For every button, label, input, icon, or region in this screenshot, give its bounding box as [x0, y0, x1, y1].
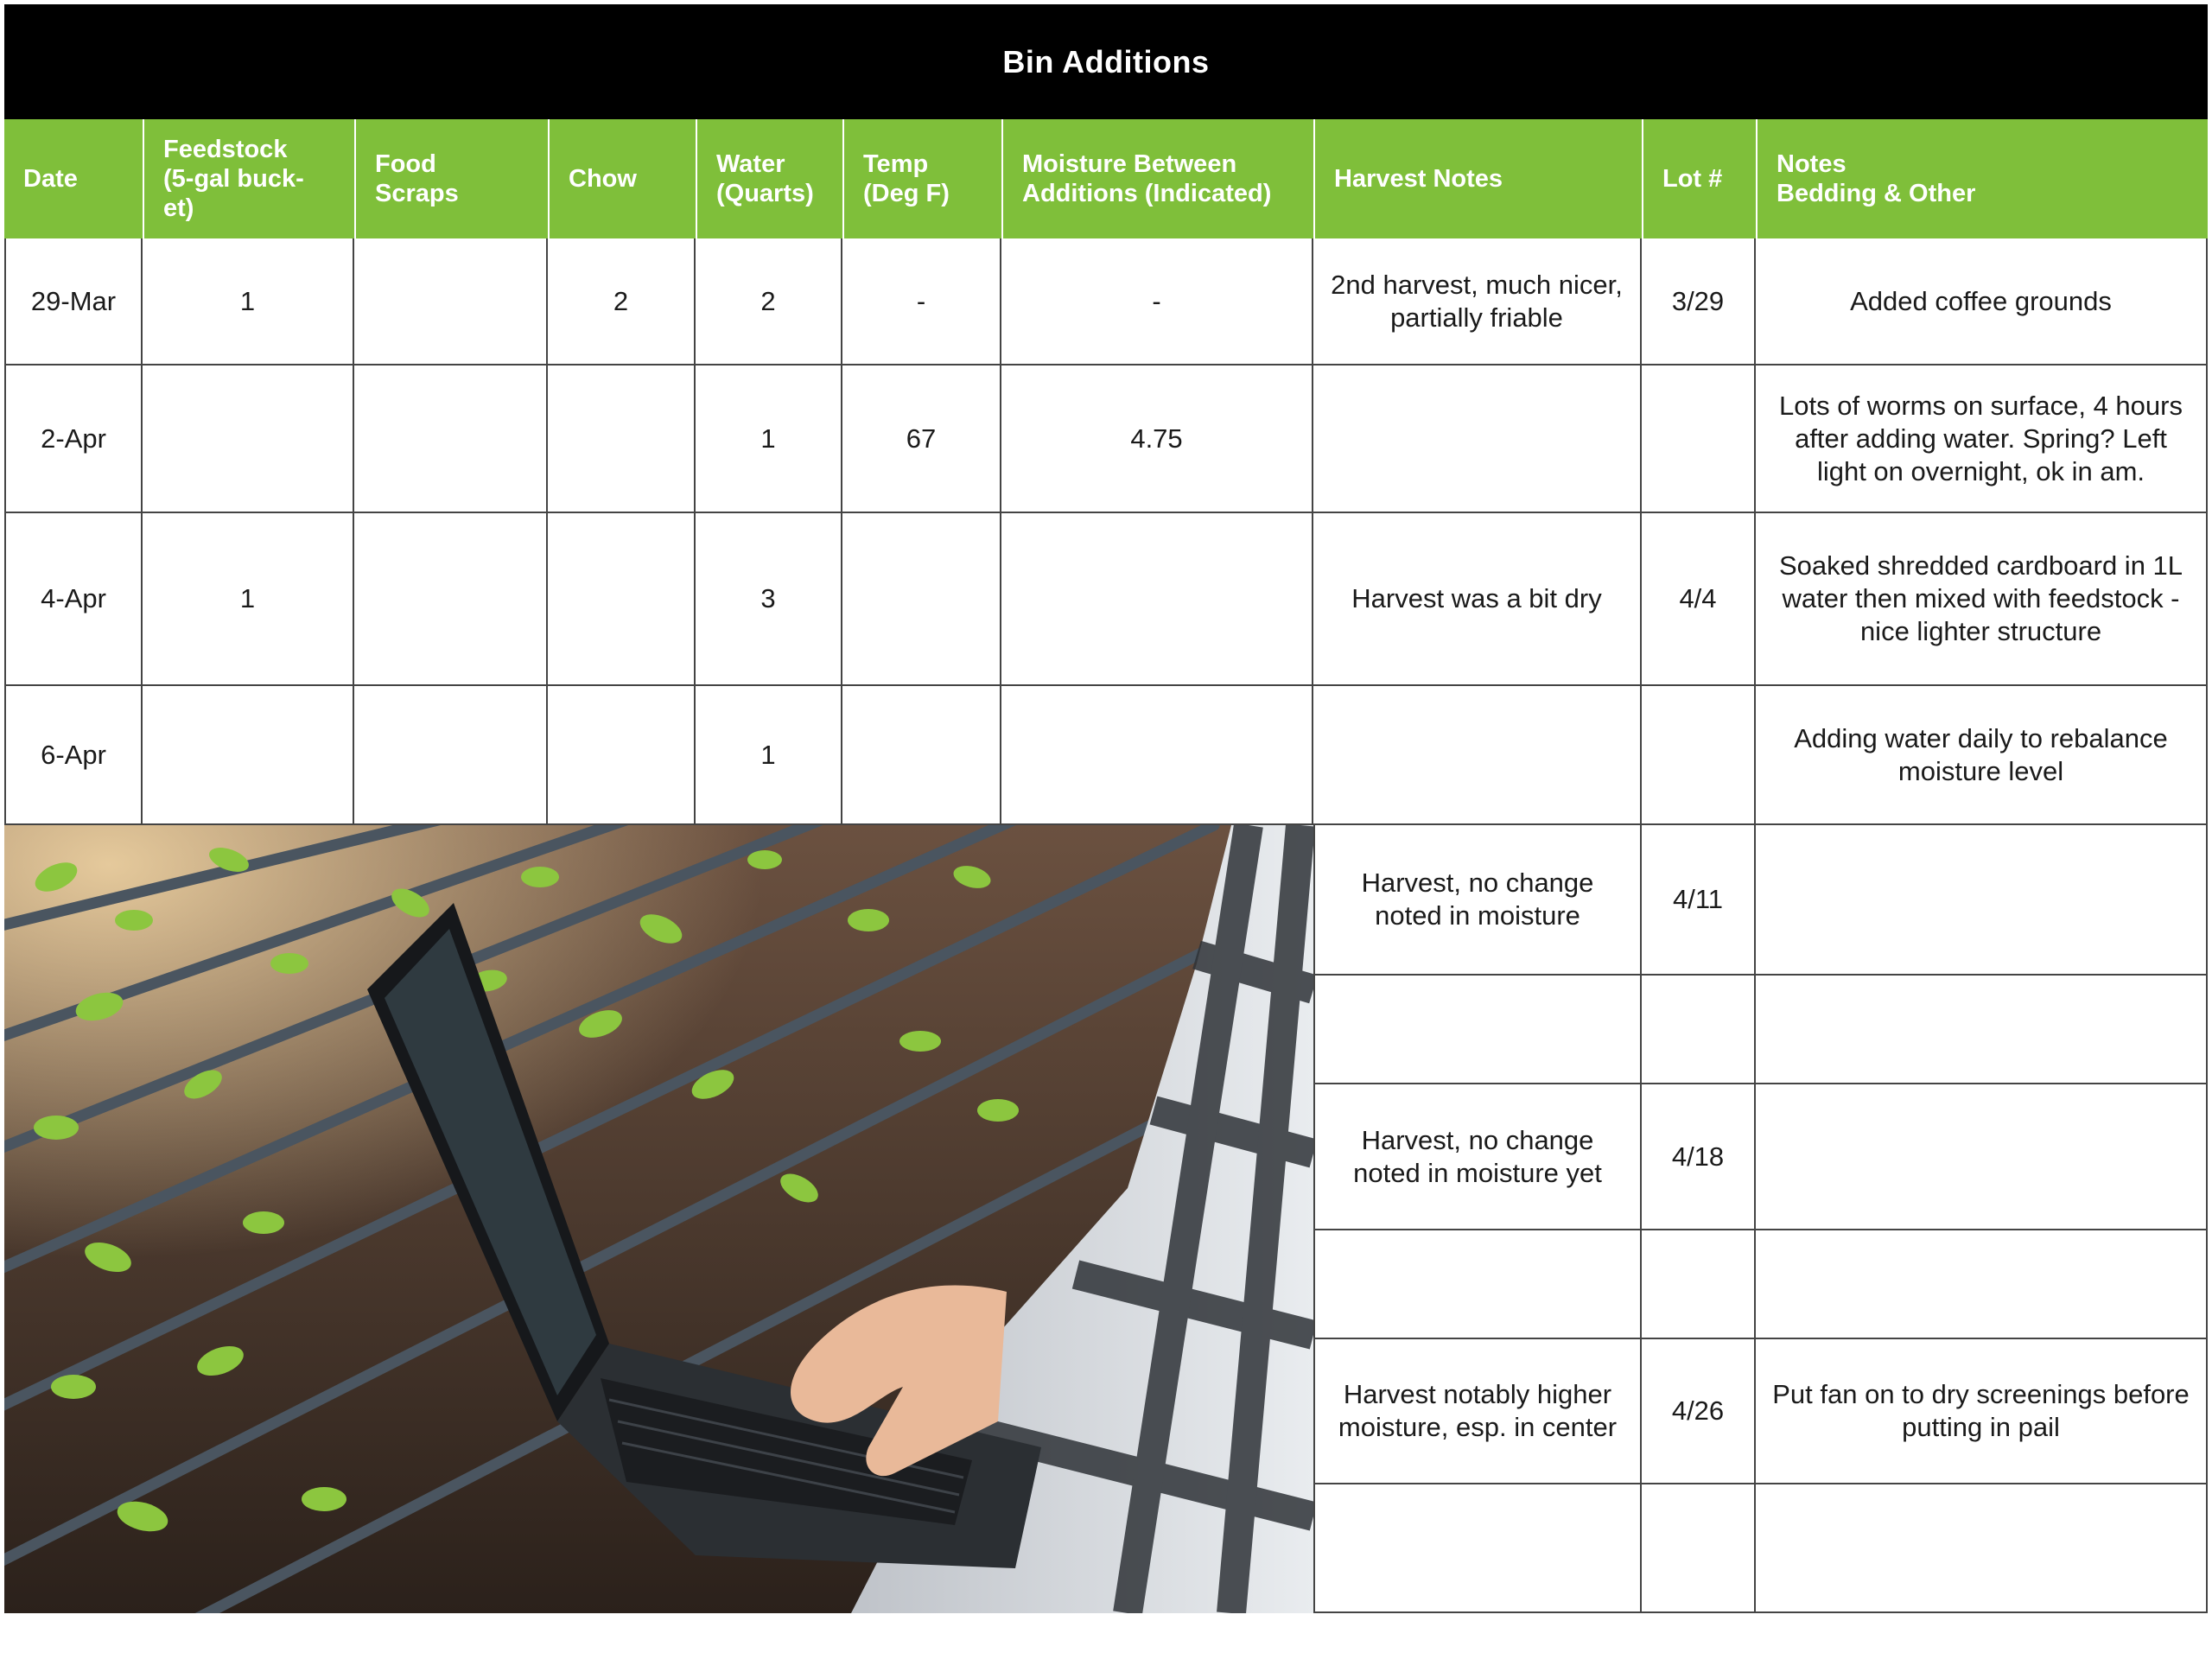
cell-chow — [548, 513, 696, 686]
greenhouse-laptop-photo — [4, 825, 1313, 1613]
cell-notes: Lots of worms on surface, 4 hours after adding water. Spring? Left light on overnight, ok in am. — [1756, 365, 2208, 513]
cell-notes: Put fan on to dry screenings before putting in pail — [1756, 1339, 2208, 1484]
cell-harvest-notes: Harvest was a bit dry — [1313, 513, 1642, 686]
header-food-scraps: Food Scraps — [354, 119, 548, 238]
cell-water: 1 — [696, 686, 842, 825]
cell-date: 6-Apr — [4, 686, 143, 825]
cell-notes — [1756, 1484, 2208, 1613]
cell-harvest-notes — [1313, 1230, 1642, 1339]
cell-feedstock — [143, 365, 354, 513]
cell-feedstock — [143, 686, 354, 825]
cell-food-scraps — [354, 365, 548, 513]
cell-lot: 4/4 — [1642, 513, 1756, 686]
cell-moisture: 4.75 — [1001, 365, 1313, 513]
cell-harvest-notes — [1313, 365, 1642, 513]
cell-lot: 4/11 — [1642, 825, 1756, 976]
cell-harvest-notes — [1313, 686, 1642, 825]
cell-moisture — [1001, 513, 1313, 686]
cell-lot — [1642, 686, 1756, 825]
header-moisture: Moisture Between Additions (Indicated) — [1001, 119, 1313, 238]
cell-notes: Soaked shredded cardboard in 1L water then mixed with feedstock - nice lighter structure — [1756, 513, 2208, 686]
cell-water: 2 — [696, 238, 842, 365]
cell-date: 4-Apr — [4, 513, 143, 686]
cell-date: 2-Apr — [4, 365, 143, 513]
cell-moisture — [1001, 686, 1313, 825]
cell-chow — [548, 686, 696, 825]
cell-notes: Adding water daily to rebalance moisture level — [1756, 686, 2208, 825]
cell-lot — [1642, 976, 1756, 1084]
cell-food-scraps — [354, 686, 548, 825]
cell-lot: 3/29 — [1642, 238, 1756, 365]
header-feedstock: Feedstock (5-gal buck- et) — [143, 119, 354, 238]
cell-temp: - — [842, 238, 1001, 365]
header-chow: Chow — [548, 119, 696, 238]
cell-water: 3 — [696, 513, 842, 686]
header-harvest-notes: Harvest Notes — [1313, 119, 1642, 238]
cell-chow — [548, 365, 696, 513]
cell-lot — [1642, 1230, 1756, 1339]
cell-harvest-notes: Harvest, no change noted in moisture yet — [1313, 1084, 1642, 1230]
cell-lot — [1642, 365, 1756, 513]
header-notes: Notes Bedding & Other — [1756, 119, 2208, 238]
cell-food-scraps — [354, 513, 548, 686]
cell-lot: 4/26 — [1642, 1339, 1756, 1484]
header-temp: Temp (Deg F) — [842, 119, 1001, 238]
cell-temp — [842, 513, 1001, 686]
cell-temp: 67 — [842, 365, 1001, 513]
cell-lot: 4/18 — [1642, 1084, 1756, 1230]
header-water: Water (Quarts) — [696, 119, 842, 238]
table-header-row — [4, 119, 2208, 238]
cell-feedstock: 1 — [143, 238, 354, 365]
cell-harvest-notes: 2nd harvest, much nicer, partially friable — [1313, 238, 1642, 365]
cell-temp — [842, 686, 1001, 825]
table-title: Bin Additions — [4, 4, 2208, 119]
cell-lot — [1642, 1484, 1756, 1613]
cell-notes — [1756, 825, 2208, 976]
cell-harvest-notes: Harvest notably higher moisture, esp. in center — [1313, 1339, 1642, 1484]
cell-notes: Added coffee grounds — [1756, 238, 2208, 365]
cell-harvest-notes — [1313, 976, 1642, 1084]
cell-notes — [1756, 1230, 2208, 1339]
cell-date: 29-Mar — [4, 238, 143, 365]
header-lot: Lot # — [1642, 119, 1756, 238]
cell-harvest-notes — [1313, 1484, 1642, 1613]
cell-notes — [1756, 1084, 2208, 1230]
cell-chow: 2 — [548, 238, 696, 365]
header-date: Date — [23, 165, 78, 193]
cell-feedstock: 1 — [143, 513, 354, 686]
cell-notes — [1756, 976, 2208, 1084]
cell-water: 1 — [696, 365, 842, 513]
cell-harvest-notes: Harvest, no change noted in moisture — [1313, 825, 1642, 976]
cell-moisture: - — [1001, 238, 1313, 365]
cell-food-scraps — [354, 238, 548, 365]
